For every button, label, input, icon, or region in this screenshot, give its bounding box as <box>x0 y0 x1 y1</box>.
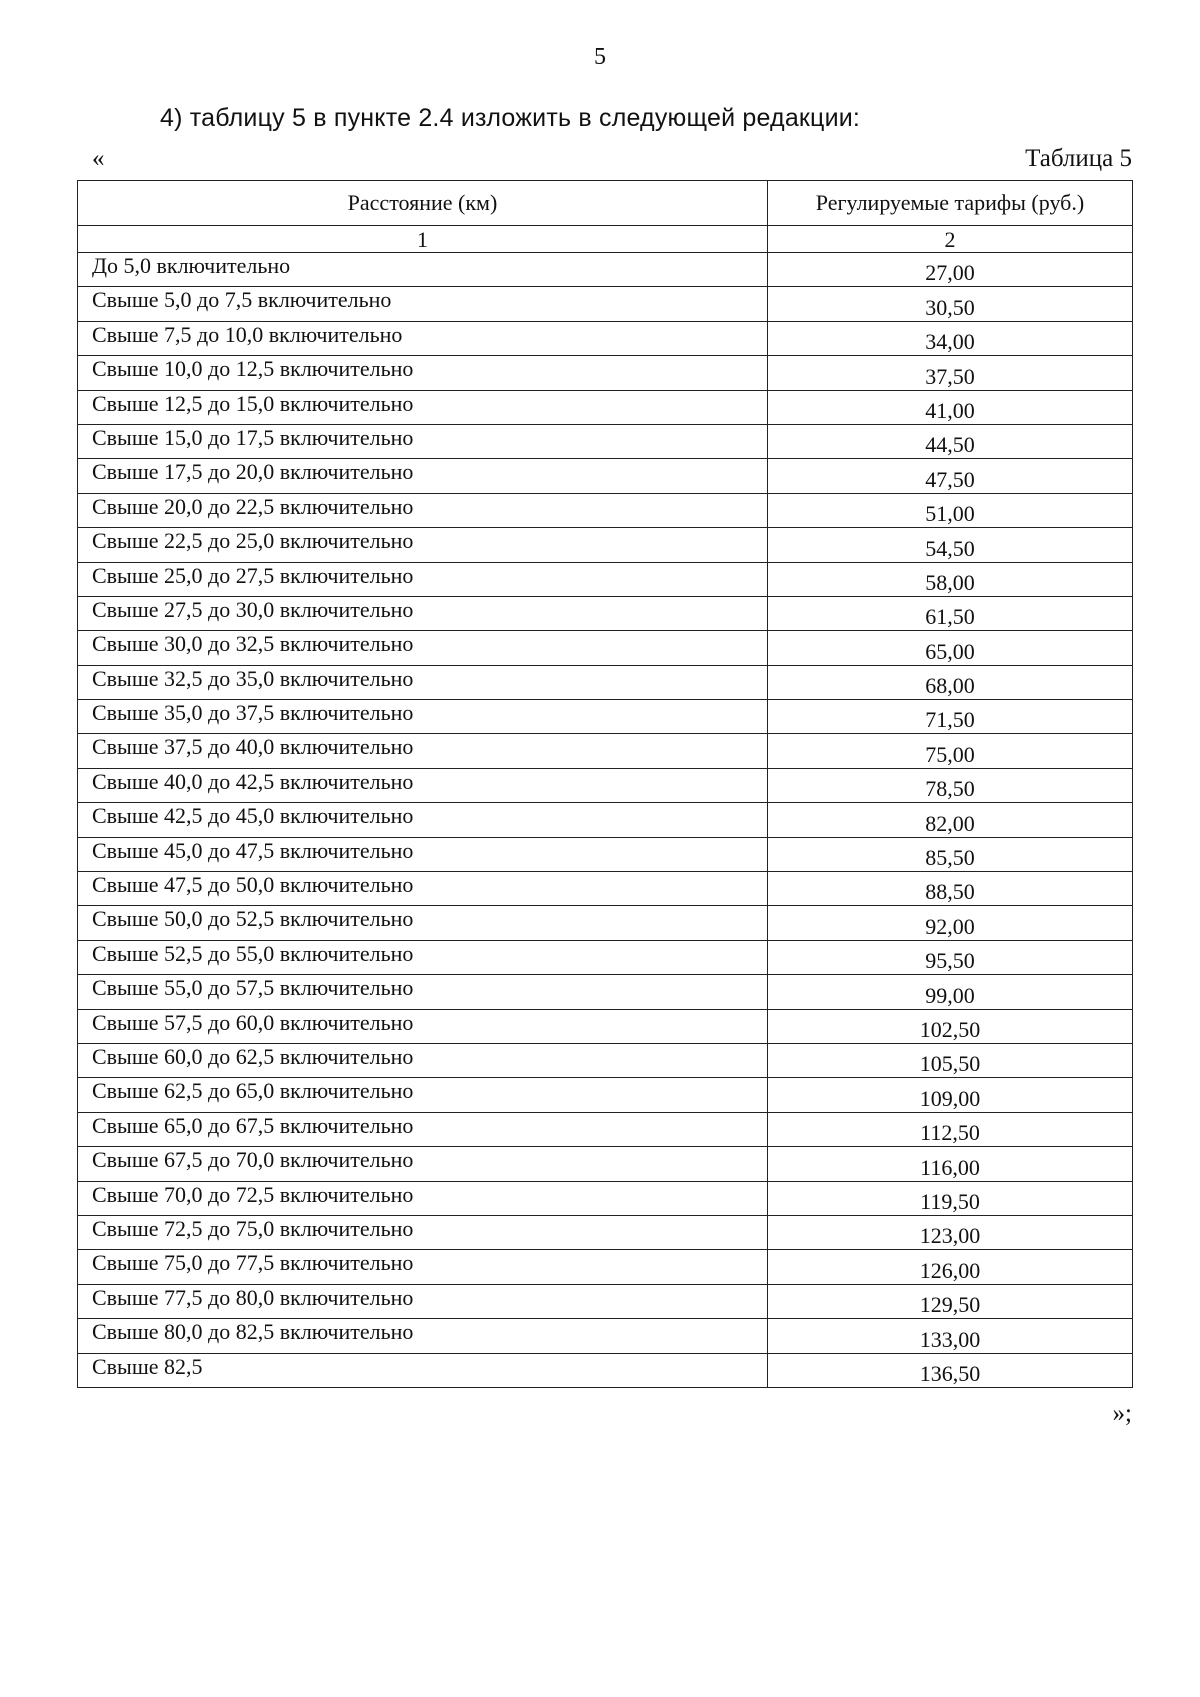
table-row <box>78 1043 1133 1077</box>
tariff-cell: 102,50 <box>768 1009 1133 1043</box>
tariff-cell: 88,50 <box>768 872 1133 906</box>
distance-cell: Свыше 45,0 до 47,5 включительно <box>78 837 768 871</box>
table-row <box>78 1147 1133 1181</box>
distance-cell: Свыше 5,0 до 7,5 включительно <box>78 287 768 321</box>
table-row <box>78 803 1133 837</box>
tariff-cell: 37,50 <box>768 356 1133 390</box>
tariff-cell: 65,00 <box>768 631 1133 665</box>
tariff-cell: 71,50 <box>768 700 1133 734</box>
table-row <box>78 1319 1133 1353</box>
distance-cell: Свыше 62,5 до 65,0 включительно <box>78 1078 768 1112</box>
tariff-cell: 126,00 <box>768 1250 1133 1284</box>
distance-cell: Свыше 57,5 до 60,0 включительно <box>78 1009 768 1043</box>
distance-cell: Свыше 70,0 до 72,5 включительно <box>78 1181 768 1215</box>
table-row <box>78 940 1133 974</box>
tariff-cell: 30,50 <box>768 287 1133 321</box>
distance-cell: Свыше 50,0 до 52,5 включительно <box>78 906 768 940</box>
distance-cell: Свыше 30,0 до 32,5 включительно <box>78 631 768 665</box>
distance-cell: Свыше 82,5 <box>78 1353 768 1387</box>
distance-cell: Свыше 42,5 до 45,0 включительно <box>78 803 768 837</box>
distance-cell: Свыше 67,5 до 70,0 включительно <box>78 1147 768 1181</box>
table-row <box>78 1078 1133 1112</box>
tariff-cell: 133,00 <box>768 1319 1133 1353</box>
table-row <box>78 1250 1133 1284</box>
distance-cell: Свыше 77,5 до 80,0 включительно <box>78 1284 768 1318</box>
tariff-cell: 85,50 <box>768 837 1133 871</box>
table-row <box>78 872 1133 906</box>
close-quote: »; <box>1112 1400 1132 1427</box>
header-distance: Расстояние (км) <box>78 181 768 226</box>
tariff-cell: 95,50 <box>768 940 1133 974</box>
tariff-cell: 119,50 <box>768 1181 1133 1215</box>
tariff-cell: 47,50 <box>768 459 1133 493</box>
table-row <box>78 562 1133 596</box>
distance-cell: Свыше 40,0 до 42,5 включительно <box>78 768 768 802</box>
tariff-cell: 99,00 <box>768 975 1133 1009</box>
tariff-cell: 92,00 <box>768 906 1133 940</box>
tariff-cell: 58,00 <box>768 562 1133 596</box>
table-row <box>78 459 1133 493</box>
distance-cell: До 5,0 включительно <box>78 253 768 287</box>
distance-cell: Свыше 7,5 до 10,0 включительно <box>78 321 768 355</box>
table-row <box>78 424 1133 458</box>
table-row <box>78 906 1133 940</box>
distance-cell: Свыше 10,0 до 12,5 включительно <box>78 356 768 390</box>
tariff-cell: 109,00 <box>768 1078 1133 1112</box>
distance-cell: Свыше 37,5 до 40,0 включительно <box>78 734 768 768</box>
table-row <box>78 321 1133 355</box>
table-row <box>78 1284 1133 1318</box>
column-number-2: 2 <box>768 226 1133 253</box>
distance-cell: Свыше 72,5 до 75,0 включительно <box>78 1215 768 1249</box>
table-body <box>78 253 1133 1388</box>
table-row <box>78 665 1133 699</box>
table-row <box>78 1009 1133 1043</box>
table-caption: Таблица 5 <box>1025 145 1132 172</box>
table-row <box>78 356 1133 390</box>
tariff-cell: 129,50 <box>768 1284 1133 1318</box>
table-row <box>78 734 1133 768</box>
table-header-row <box>78 181 1133 226</box>
tariff-cell: 27,00 <box>768 253 1133 287</box>
table-row <box>78 253 1133 287</box>
distance-cell: Свыше 12,5 до 15,0 включительно <box>78 390 768 424</box>
tariff-cell: 78,50 <box>768 768 1133 802</box>
tariff-cell: 54,50 <box>768 528 1133 562</box>
table-row <box>78 1112 1133 1146</box>
distance-cell: Свыше 22,5 до 25,0 включительно <box>78 528 768 562</box>
table-row <box>78 631 1133 665</box>
tariff-cell: 112,50 <box>768 1112 1133 1146</box>
tariff-cell: 51,00 <box>768 493 1133 527</box>
tariff-cell: 136,50 <box>768 1353 1133 1387</box>
tariff-cell: 34,00 <box>768 321 1133 355</box>
tariff-cell: 61,50 <box>768 596 1133 630</box>
tariff-cell: 116,00 <box>768 1147 1133 1181</box>
distance-cell: Свыше 15,0 до 17,5 включительно <box>78 424 768 458</box>
table-row <box>78 700 1133 734</box>
distance-cell: Свыше 60,0 до 62,5 включительно <box>78 1043 768 1077</box>
distance-cell: Свыше 55,0 до 57,5 включительно <box>78 975 768 1009</box>
tariff-cell: 68,00 <box>768 665 1133 699</box>
tariff-cell: 82,00 <box>768 803 1133 837</box>
distance-cell: Свыше 65,0 до 67,5 включительно <box>78 1112 768 1146</box>
table-row <box>78 1353 1133 1387</box>
open-quote: « <box>92 145 105 172</box>
table-row <box>78 975 1133 1009</box>
distance-cell: Свыше 52,5 до 55,0 включительно <box>78 940 768 974</box>
header-tariff: Регулируемые тарифы (руб.) <box>768 181 1133 226</box>
distance-cell: Свыше 25,0 до 27,5 включительно <box>78 562 768 596</box>
distance-cell: Свыше 80,0 до 82,5 включительно <box>78 1319 768 1353</box>
tariff-cell: 41,00 <box>768 390 1133 424</box>
table-row <box>78 1215 1133 1249</box>
tariff-cell: 105,50 <box>768 1043 1133 1077</box>
table-row <box>78 390 1133 424</box>
page-number: 5 <box>594 44 606 70</box>
distance-cell: Свыше 47,5 до 50,0 включительно <box>78 872 768 906</box>
tariff-cell: 123,00 <box>768 1215 1133 1249</box>
column-number-1: 1 <box>78 226 768 253</box>
table-row <box>78 528 1133 562</box>
distance-cell: Свыше 17,5 до 20,0 включительно <box>78 459 768 493</box>
table-row <box>78 596 1133 630</box>
table-row <box>78 837 1133 871</box>
column-number-row <box>78 226 1133 253</box>
distance-cell: Свыше 75,0 до 77,5 включительно <box>78 1250 768 1284</box>
instruction-text: 4) таблицу 5 в пункте 2.4 изложить в следующей редакции: <box>160 104 861 132</box>
distance-cell: Свыше 32,5 до 35,0 включительно <box>78 665 768 699</box>
table-row <box>78 493 1133 527</box>
tariff-cell: 44,50 <box>768 424 1133 458</box>
distance-cell: Свыше 20,0 до 22,5 включительно <box>78 493 768 527</box>
table-row <box>78 1181 1133 1215</box>
tariff-cell: 75,00 <box>768 734 1133 768</box>
distance-cell: Свыше 35,0 до 37,5 включительно <box>78 700 768 734</box>
table-row <box>78 287 1133 321</box>
table-row <box>78 768 1133 802</box>
tariff-table <box>77 180 1133 1388</box>
distance-cell: Свыше 27,5 до 30,0 включительно <box>78 596 768 630</box>
